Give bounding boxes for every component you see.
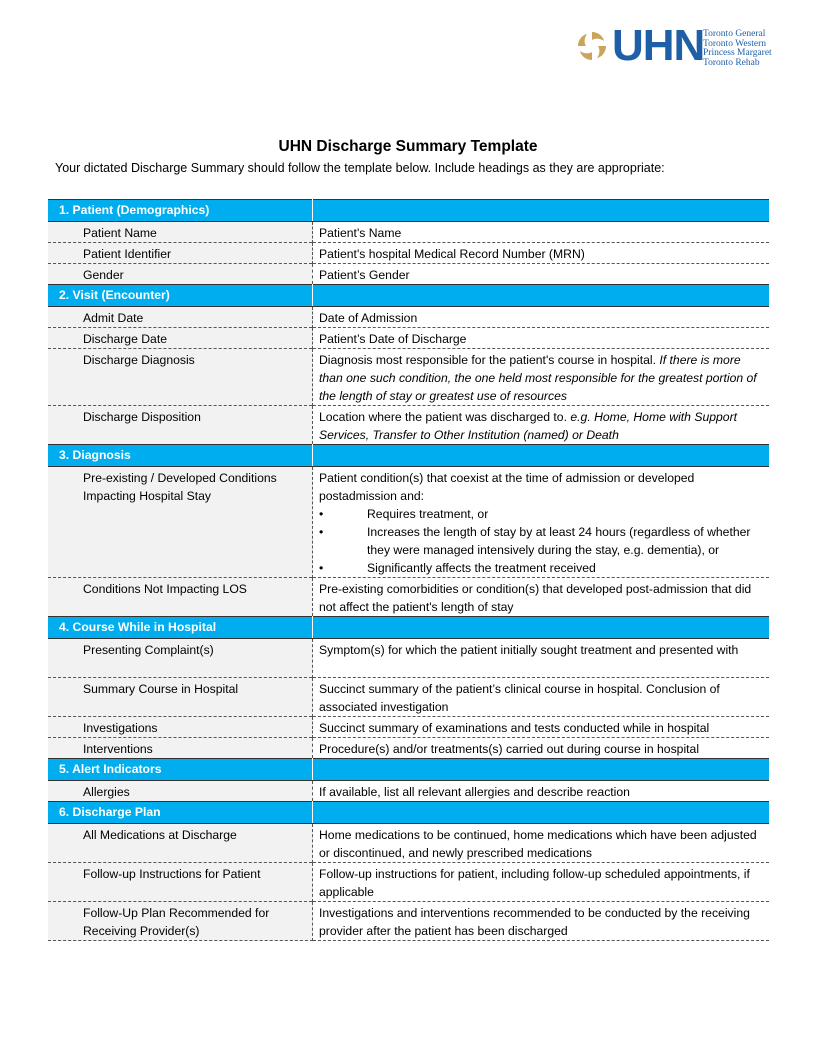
section-heading: 3. Diagnosis (48, 445, 313, 467)
template-table (48, 199, 769, 941)
field-description (313, 738, 770, 759)
bullet-text: Increases the length of stay by at least 24 hours (regardless of whether they were managed intensively during the stay, e.g. dementia), or (367, 525, 751, 557)
field-label: Gender (48, 264, 313, 285)
description-text: Location where the patient was discharged to. (319, 410, 567, 424)
site-name: Princess Margaret (703, 48, 772, 59)
table-row (48, 222, 769, 243)
table-row (48, 639, 769, 678)
table-row (48, 328, 769, 349)
section-header-blank (313, 759, 770, 781)
table-row (48, 738, 769, 759)
bullet-text: Significantly affects the treatment received (367, 561, 596, 575)
description-text: Patient’s Date of Discharge (319, 332, 467, 346)
field-label: Follow-Up Plan Recommended for Receiving Provider(s) (48, 902, 313, 941)
field-label: Presenting Complaint(s) (48, 639, 313, 678)
field-description (313, 243, 770, 264)
table-row (48, 578, 769, 617)
uhn-logo (574, 21, 774, 70)
uhn-emblem-icon (574, 28, 610, 64)
site-name: Toronto Western (703, 38, 767, 49)
field-label: Pre-existing / Developed Conditions Impacting Hospital Stay (48, 467, 313, 578)
field-description (313, 349, 770, 406)
field-label: Summary Course in Hospital (48, 678, 313, 717)
table-row (48, 717, 769, 738)
field-description (313, 824, 770, 863)
description-italic-text: e.g. Home, Home with Support Services, Transfer to Other Institution (named) or Death (319, 410, 738, 442)
table-row (48, 863, 769, 902)
bullet-text: Requires treatment, or (367, 507, 489, 521)
description-text: Succinct summary of the patient’s clinical course in hospital. Conclusion of associated investigation (319, 682, 720, 714)
field-description (313, 307, 770, 328)
site-name: Toronto Rehab (703, 57, 760, 68)
field-description (313, 406, 770, 445)
field-label: Patient Name (48, 222, 313, 243)
field-description (313, 639, 770, 678)
field-description (313, 863, 770, 902)
bullet-item (319, 559, 763, 577)
section-header-blank (313, 285, 770, 307)
table-row (48, 264, 769, 285)
section-header-row (48, 617, 769, 639)
field-description (313, 902, 770, 941)
table-row (48, 678, 769, 717)
field-description (313, 264, 770, 285)
field-label: Interventions (48, 738, 313, 759)
field-description (313, 678, 770, 717)
field-label: Conditions Not Impacting LOS (48, 578, 313, 617)
bullet-icon: • (319, 525, 324, 539)
section-heading: 2. Visit (Encounter) (48, 285, 313, 307)
field-label: Admit Date (48, 307, 313, 328)
section-heading: 4. Course While in Hospital (48, 617, 313, 639)
description-italic-text: If there is more than one such condition, the one held most responsible for the greatest portion of the length of stay or greatest use of resources (319, 353, 757, 403)
field-description (313, 781, 770, 802)
table-row (48, 467, 769, 578)
field-description (313, 717, 770, 738)
field-label: Patient Identifier (48, 243, 313, 264)
description-text: Patient's Name (319, 226, 402, 240)
description-text: Home medications to be continued, home medications which have been adjusted or discontinued, and newly prescribed medications (319, 828, 757, 860)
section-heading: 5. Alert Indicators (48, 759, 313, 781)
section-header-row (48, 285, 769, 307)
field-label: Discharge Disposition (48, 406, 313, 445)
table-row (48, 406, 769, 445)
description-text: Date of Admission (319, 311, 418, 325)
section-header-blank (313, 200, 770, 222)
section-header-row (48, 759, 769, 781)
description-text: Patient condition(s) that coexist at the time of admission or developed postadmission and: (319, 471, 695, 503)
section-header-row (48, 445, 769, 467)
field-label: Discharge Date (48, 328, 313, 349)
site-name: Toronto General (703, 29, 766, 39)
description-text: Patient's hospital Medical Record Number (MRN) (319, 247, 585, 261)
section-header-blank (313, 445, 770, 467)
field-label: Follow-up Instructions for Patient (48, 863, 313, 902)
uhn-site-list (703, 30, 772, 68)
table-row (48, 243, 769, 264)
description-text: Follow-up instructions for patient, including follow-up scheduled appointments, if applicable (319, 867, 750, 899)
field-label: Allergies (48, 781, 313, 802)
section-header-row (48, 200, 769, 222)
table-row (48, 824, 769, 863)
field-description (313, 222, 770, 243)
field-description (313, 328, 770, 349)
section-heading: 6. Discharge Plan (48, 802, 313, 824)
table-row (48, 307, 769, 328)
section-header-blank (313, 617, 770, 639)
uhn-wordmark: UHN (612, 21, 705, 70)
bullet-item (319, 523, 763, 559)
table-row (48, 902, 769, 941)
field-label: Discharge Diagnosis (48, 349, 313, 406)
description-text: Diagnosis most responsible for the patient's course in hospital. (319, 353, 656, 367)
description-text: Succinct summary of examinations and tests conducted while in hospital (319, 721, 710, 735)
table-row (48, 781, 769, 802)
description-text: If available, list all relevant allergies and describe reaction (319, 785, 630, 799)
intro-text: Your dictated Discharge Summary should follow the template below. Include headings as they are appropriate: (55, 161, 665, 175)
description-text: Symptom(s) for which the patient initially sought treatment and presented with (319, 643, 739, 657)
bullet-icon: • (319, 507, 324, 521)
bullet-icon: • (319, 561, 324, 575)
field-description (313, 467, 770, 578)
description-text: Investigations and interventions recommended to be conducted by the receiving provider after the patient has been discharged (319, 906, 750, 938)
section-heading: 1. Patient (Demographics) (48, 200, 313, 222)
field-description (313, 578, 770, 617)
document-title: UHN Discharge Summary Template (278, 138, 538, 155)
table-row (48, 349, 769, 406)
description-text: Patient’s Gender (319, 268, 410, 282)
section-header-row (48, 802, 769, 824)
description-text: Pre-existing comorbidities or condition(s) that developed post-admission that did not affect the patient's length of stay (319, 582, 752, 614)
field-label: All Medications at Discharge (48, 824, 313, 863)
field-label: Investigations (48, 717, 313, 738)
description-text: Procedure(s) and/or treatments(s) carried out during course in hospital (319, 742, 700, 756)
bullet-item (319, 505, 763, 523)
section-header-blank (313, 802, 770, 824)
